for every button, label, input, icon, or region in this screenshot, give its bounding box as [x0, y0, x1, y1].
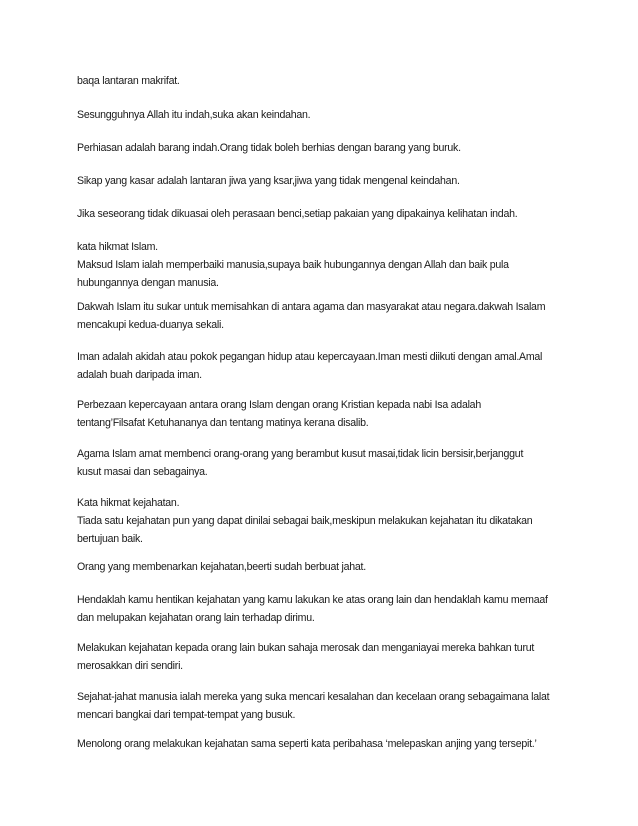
paragraph — [77, 494, 577, 548]
paragraph — [77, 172, 577, 190]
paragraph — [77, 639, 577, 675]
text-line: Menolong orang melakukan kejahatan sama seperti kata peribahasa ‘melepaskan anjing yang tersepit.’ — [77, 738, 537, 750]
text-line: merosakkan diri sendiri. — [77, 660, 183, 672]
text-line: mencakupi kedua-duanya sekali. — [77, 319, 224, 331]
text-line: Dakwah Islam itu sukar untuk memisahkan di antara agama dan masyarakat atau negara.dakwah Isalam — [77, 301, 546, 313]
text-line: Sejahat-jahat manusia ialah mereka yang suka mencari kesalahan dan kecelaan orang sebagaimana lalat — [77, 691, 550, 703]
paragraph — [77, 139, 577, 157]
paragraph — [77, 72, 577, 90]
text-line: hubungannya dengan manusia. — [77, 277, 219, 289]
paragraph — [77, 396, 577, 432]
paragraph — [77, 205, 577, 223]
text-line: bertujuan baik. — [77, 533, 143, 545]
text-line: Perbezaan kepercayaan antara orang Islam dengan orang Kristian kepada nabi Isa adalah — [77, 399, 481, 411]
text-line: Maksud Islam ialah memperbaiki manusia,supaya baik hubungannya dengan Allah dan baik pula — [77, 259, 509, 271]
text-line: mencari bangkai dari tempat-tempat yang busuk. — [77, 709, 296, 721]
text-line: Tiada satu kejahatan pun yang dapat dinilai sebagai baik,meskipun melakukan kejahatan itu dikatakan — [77, 515, 533, 527]
text-line: Sikap yang kasar adalah lantaran jiwa yang ksar,jiwa yang tidak mengenal keindahan. — [77, 175, 460, 187]
paragraph — [77, 558, 577, 576]
paragraph — [77, 348, 577, 384]
text-line: Orang yang membenarkan kejahatan,beerti sudah berbuat jahat. — [77, 561, 366, 573]
paragraph — [77, 238, 577, 292]
text-line: Jika seseorang tidak dikuasai oleh perasaan benci,setiap pakaian yang dipakainya kelihatan indah. — [77, 208, 518, 220]
text-line: adalah buah daripada iman. — [77, 369, 202, 381]
paragraph — [77, 591, 577, 627]
text-line: Agama Islam amat membenci orang-orang yang berambut kusut masai,tidak licin bersisir,berjanggut — [77, 448, 524, 460]
paragraph — [77, 445, 577, 481]
text-line: dan melupakan kejahatan orang lain terhadap dirimu. — [77, 612, 315, 624]
text-line: kata hikmat Islam. — [77, 241, 158, 253]
paragraph — [77, 688, 577, 724]
paragraph — [77, 735, 577, 753]
text-line: kusut masai dan sebagainya. — [77, 466, 208, 478]
text-line: Sesungguhnya Allah itu indah,suka akan keindahan. — [77, 109, 311, 121]
text-line: baqa lantaran makrifat. — [77, 75, 180, 87]
paragraph — [77, 106, 577, 124]
text-line: Iman adalah akidah atau pokok pegangan hidup atau kepercayaan.Iman mesti diikuti dengan amal.Amal — [77, 351, 543, 363]
paragraph — [77, 298, 577, 334]
text-line: tentang’Filsafat Ketuhananya dan tentang matinya kerana disalib. — [77, 417, 369, 429]
text-line: Kata hikmat kejahatan. — [77, 497, 180, 509]
text-line: Perhiasan adalah barang indah.Orang tidak boleh berhias dengan barang yang buruk. — [77, 142, 461, 154]
text-line: Hendaklah kamu hentikan kejahatan yang kamu lakukan ke atas orang lain dan hendaklah kamu memaaf — [77, 594, 548, 606]
text-line: Melakukan kejahatan kepada orang lain bukan sahaja merosak dan menganiayai mereka bahkan turut — [77, 642, 535, 654]
